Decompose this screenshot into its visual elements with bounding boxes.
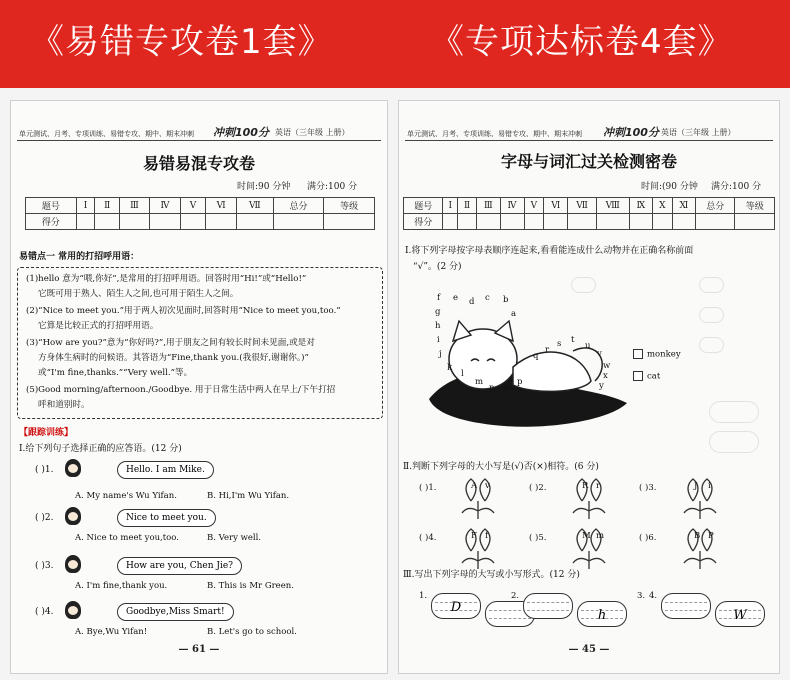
- answer-option-b: B. Hi,I'm Wu Yifan.: [207, 491, 290, 501]
- page-title: 字母与词汇过关检测密卷: [500, 152, 677, 171]
- section-title: Ⅰ.给下列句子选择正确的应答语。(12 分): [19, 444, 182, 454]
- question-number[interactable]: ( )3.: [35, 561, 54, 571]
- answer-option-a: A. Nice to meet you,too.: [75, 533, 179, 543]
- practice-title: 【跟踪训练】: [19, 428, 74, 438]
- writing-letter: h: [597, 608, 607, 623]
- letter-a: A: [471, 481, 478, 491]
- faded-background-label: [699, 337, 724, 353]
- option-label: cat: [647, 371, 661, 382]
- dot-letter: j: [439, 349, 442, 359]
- note-line: 它既可用于熟人、陌生人之间,也可用于陌生人之间。: [38, 289, 239, 299]
- checkbox-icon[interactable]: [633, 371, 643, 381]
- writing-answer-box[interactable]: [577, 601, 627, 627]
- dot-letter: u: [585, 341, 591, 351]
- dot-letter: p: [517, 377, 523, 387]
- score-cell: 得分: [404, 214, 443, 230]
- child-avatar-icon: [65, 555, 81, 573]
- section-1-title: Ⅰ.将下列字母按字母表顺序连起来,看看能连成什么动物并在正确名称前面: [405, 246, 694, 256]
- faded-background-label: [709, 431, 759, 453]
- pair-number[interactable]: ( )3.: [639, 483, 657, 493]
- score-input-cell[interactable]: [150, 214, 181, 230]
- dot-letter: r: [545, 345, 550, 355]
- header-subject: 英语（三年级 上册）: [661, 128, 736, 137]
- score-input-cell[interactable]: [95, 214, 119, 230]
- score-input-cell[interactable]: [324, 214, 375, 230]
- header-brand: 冲刺100分: [603, 126, 659, 139]
- score-cell: Ⅸ: [629, 198, 652, 214]
- pair-number[interactable]: ( )2.: [529, 483, 547, 493]
- answer-option-a: A. I'm fine,thank you.: [75, 581, 168, 591]
- note-line: 呼和道别时。: [38, 400, 90, 410]
- dot-letter: g: [435, 307, 441, 317]
- section-1-title-cont: “√”。(2 分): [413, 262, 462, 272]
- score-cell: Ⅺ: [672, 198, 695, 214]
- pair-number[interactable]: ( )5.: [529, 533, 547, 543]
- score-cell: Ⅲ: [119, 198, 149, 214]
- score-input-cell[interactable]: [180, 214, 205, 230]
- score-cell: Ⅲ: [477, 198, 500, 214]
- score-table: [403, 197, 775, 230]
- score-cell: Ⅳ: [150, 198, 181, 214]
- dot-letter: h: [435, 321, 441, 331]
- score-input-cell[interactable]: [696, 214, 735, 230]
- answer-option-b: B. Very well.: [207, 533, 262, 543]
- note-line: 它算是比较正式的打招呼用语。: [38, 321, 159, 331]
- dot-letter: s: [557, 339, 562, 349]
- dot-letter: d: [469, 297, 475, 307]
- writing-line-box[interactable]: [661, 593, 711, 619]
- dot-letter: l: [461, 369, 464, 379]
- dot-letter: q: [533, 351, 539, 361]
- flower-pictures: [399, 473, 780, 573]
- worksheet-page-left: [10, 100, 388, 674]
- score-input-cell[interactable]: [596, 214, 629, 230]
- faded-background-label: [709, 401, 759, 423]
- speech-bubble: Nice to meet you.: [117, 509, 216, 527]
- score-input-cell[interactable]: [735, 214, 775, 230]
- answer-option-a: A. My name's Wu Yifan.: [75, 491, 177, 501]
- faded-background-label: [699, 307, 724, 323]
- option-monkey[interactable]: [633, 349, 681, 360]
- question-number[interactable]: ( )1.: [35, 465, 54, 475]
- score-cell: Ⅰ: [443, 198, 458, 214]
- page-title: 易错易混专攻卷: [142, 154, 255, 173]
- dot-letters: [435, 291, 611, 401]
- score-cell: Ⅴ: [524, 198, 544, 214]
- dot-letter: o: [503, 383, 509, 393]
- score-cell: 等级: [735, 198, 775, 214]
- score-input-cell[interactable]: [477, 214, 500, 230]
- dot-letter: f: [437, 293, 441, 303]
- worksheet-page-right: [398, 100, 780, 674]
- letter-a: J: [694, 481, 698, 491]
- score-cell: Ⅰ: [76, 198, 95, 214]
- letter-a: F: [471, 531, 477, 541]
- banner-title-right: 《专项达标卷4套》: [430, 22, 733, 62]
- faded-background-label: [699, 277, 724, 293]
- checkbox-icon[interactable]: [633, 349, 643, 359]
- score-input-cell[interactable]: [76, 214, 95, 230]
- letter-b: P: [708, 531, 714, 541]
- question-number[interactable]: ( )2.: [35, 513, 54, 523]
- speech-bubble: How are you, Chen Jie?: [117, 557, 242, 575]
- letter-a: M: [582, 531, 591, 541]
- dot-letter: k: [447, 363, 453, 373]
- score-input-cell[interactable]: [544, 214, 568, 230]
- score-cell: 题号: [26, 198, 77, 214]
- child-avatar-icon: [65, 459, 81, 477]
- section-2-title: Ⅱ.判断下列字母的大小写是(√)否(×)相符。(6 分): [403, 462, 599, 472]
- banner-title-left: 《易错专攻卷1套》: [30, 22, 333, 62]
- pair-number[interactable]: ( )4.: [419, 533, 437, 543]
- score-cell: Ⅵ: [544, 198, 568, 214]
- header-series: 单元测试、月考、专项训练、易错专攻、期中、期末冲刺: [19, 130, 194, 138]
- question-number[interactable]: ( )4.: [35, 607, 54, 617]
- score-input-cell[interactable]: [629, 214, 652, 230]
- score-input-cell[interactable]: [524, 214, 544, 230]
- writing-number: 1.: [419, 591, 428, 601]
- score-cell: Ⅷ: [596, 198, 629, 214]
- dot-letter: y: [599, 381, 604, 391]
- option-cat[interactable]: [633, 371, 660, 382]
- header-brand: 冲刺100分: [213, 126, 269, 139]
- score-cell: Ⅱ: [95, 198, 119, 214]
- writing-number: 3.: [637, 591, 646, 601]
- dot-letter: x: [603, 371, 608, 381]
- letter-b: r: [596, 481, 601, 491]
- writing-number: 2.: [511, 591, 520, 601]
- dot-letter: c: [485, 293, 490, 303]
- score-table-score-row: [404, 214, 775, 230]
- score-input-cell[interactable]: [568, 214, 596, 230]
- score-input-cell[interactable]: [273, 214, 324, 230]
- score-cell: Ⅹ: [653, 198, 673, 214]
- full-score-label: 满分:100 分: [307, 182, 358, 192]
- time-label: 时间:(90 分钟: [641, 182, 698, 192]
- score-cell: Ⅳ: [500, 198, 524, 214]
- letter-b: m: [596, 531, 605, 541]
- time-label: 时间:90 分钟: [237, 182, 291, 192]
- score-cell: Ⅶ: [237, 198, 274, 214]
- dot-letter: m: [475, 377, 484, 387]
- score-input-cell[interactable]: [119, 214, 149, 230]
- note-line: (5)Good morning/afternoon./Goodbye. 用于日常生活中两人在早上/下午打招: [26, 385, 336, 395]
- pair-number[interactable]: ( )6.: [639, 533, 657, 543]
- promo-banner: [0, 0, 790, 88]
- note-line: (3)“How are you?”意为“你好吗?”,用于朋友之间有较长时间未见面,或是对: [26, 338, 315, 348]
- child-avatar-icon: [65, 507, 81, 525]
- dot-letter: w: [603, 361, 611, 371]
- dot-letter: n: [489, 383, 495, 393]
- score-input-cell[interactable]: [237, 214, 274, 230]
- score-input-cell[interactable]: [443, 214, 458, 230]
- note-line: (2)“Nice to meet you.”用于两人初次见面时,回答时用“Nice to meet you,too.”: [26, 306, 341, 316]
- speech-bubble: Goodbye,Miss Smart!: [117, 603, 234, 621]
- dot-letter: e: [453, 293, 459, 303]
- writing-number: 4.: [649, 591, 658, 601]
- speech-bubble: Hello. I am Mike.: [117, 461, 214, 479]
- child-avatar-icon: [65, 601, 81, 619]
- writing-line-box[interactable]: [523, 593, 573, 619]
- score-table-header-row: [404, 198, 775, 214]
- letter-b: f: [485, 531, 489, 541]
- dot-letter: b: [503, 295, 509, 305]
- score-cell: 总分: [273, 198, 324, 214]
- score-cell: 得分: [26, 214, 77, 230]
- score-cell: Ⅶ: [568, 198, 596, 214]
- dot-letter: a: [511, 309, 517, 319]
- header-series: 单元测试、月考、专项训练、易错专攻、期中、期末冲刺: [407, 130, 582, 138]
- score-input-cell[interactable]: [672, 214, 695, 230]
- letter-a: B: [694, 531, 701, 541]
- writing-letter: D: [450, 600, 462, 615]
- section-3-title: Ⅲ.写出下列字母的大写或小写形式。(12 分): [403, 570, 580, 580]
- explanation-box: [17, 267, 383, 419]
- full-score-label: 满分:100 分: [711, 182, 762, 192]
- error-point-title: 易错点一 常用的打招呼用语：: [19, 252, 140, 262]
- page-header: [405, 123, 773, 141]
- writing-line-box[interactable]: [431, 593, 481, 619]
- score-table-header-row: [26, 198, 375, 214]
- score-input-cell[interactable]: [206, 214, 237, 230]
- option-label: monkey: [647, 349, 681, 360]
- note-line: 或“I'm fine,thanks.”“Very well.”等。: [38, 368, 193, 378]
- score-cell: Ⅴ: [180, 198, 205, 214]
- writing-answer-box[interactable]: [715, 601, 765, 627]
- answer-option-a: A. Bye,Wu Yifan!: [75, 627, 148, 637]
- dot-letter: z: [595, 391, 600, 401]
- page-number: — 45 —: [568, 644, 610, 655]
- writing-letter: W: [733, 608, 747, 623]
- score-table-score-row: [26, 214, 375, 230]
- note-line: (1)hello 意为“喂,你好”,是常用的打招呼用语。回答时用“Hi!”或“Hello!”: [26, 274, 307, 284]
- dot-letter: t: [571, 335, 575, 345]
- dot-letter: i: [437, 335, 440, 345]
- letter-a: R: [582, 481, 589, 491]
- score-cell: Ⅱ: [458, 198, 477, 214]
- letter-b: i: [708, 481, 711, 491]
- score-cell: 等级: [324, 198, 375, 214]
- pair-number[interactable]: ( )1.: [419, 483, 437, 493]
- page-header: [17, 123, 381, 141]
- answer-option-b: B. Let's go to school.: [207, 627, 297, 637]
- score-cell: Ⅵ: [206, 198, 237, 214]
- note-line: 方身体生病时的问候语。其答语为“Fine,thank you.(我很好,谢谢你。)”: [38, 353, 309, 363]
- score-cell: 题号: [404, 198, 443, 214]
- letter-b: v: [485, 481, 490, 491]
- page-number: — 61 —: [178, 644, 220, 655]
- score-table: [25, 197, 375, 230]
- answer-option-b: B. This is Mr Green.: [207, 581, 294, 591]
- score-input-cell[interactable]: [500, 214, 524, 230]
- score-input-cell[interactable]: [458, 214, 477, 230]
- header-subject: 英语（三年级 上册）: [275, 128, 350, 137]
- dot-letter: v: [597, 349, 602, 359]
- score-input-cell[interactable]: [653, 214, 673, 230]
- score-cell: 总分: [696, 198, 735, 214]
